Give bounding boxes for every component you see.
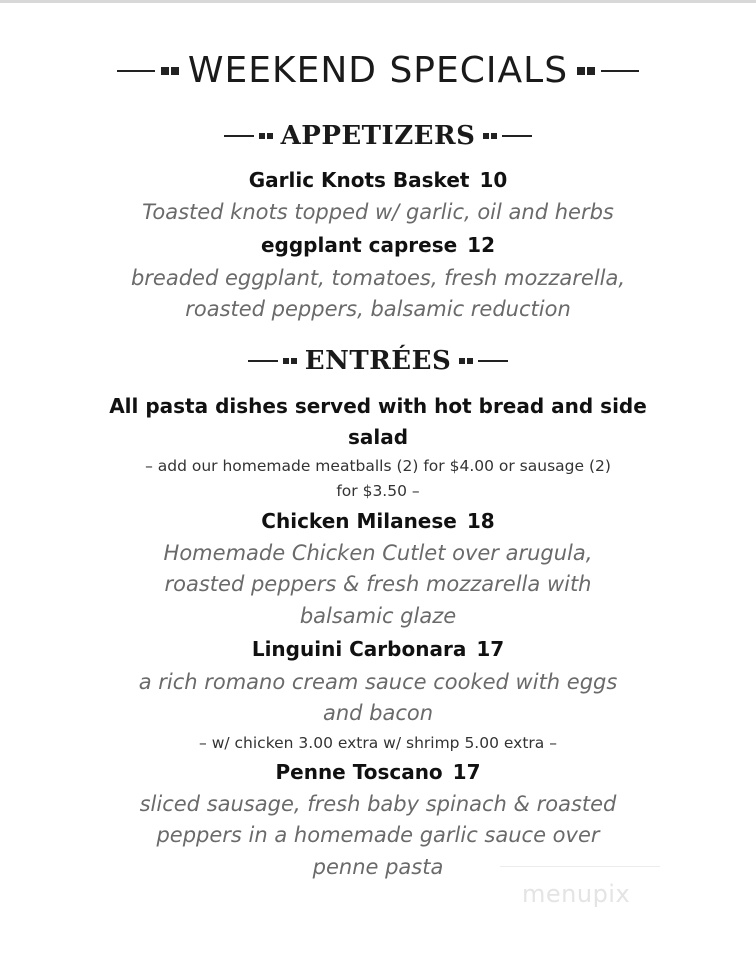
item-price: 10: [479, 168, 508, 192]
item-description: roasted peppers & fresh mozzarella with: [164, 572, 592, 596]
item-name: Chicken Milanese: [261, 509, 457, 533]
watermark-logo: menupix: [522, 880, 631, 908]
square-ornament-icon: [467, 358, 473, 364]
item-description: breaded eggplant, tomatoes, fresh mozzarella,: [130, 266, 626, 290]
item-price: 18: [466, 509, 495, 533]
item-name: Linguini Carbonara: [251, 637, 467, 661]
square-ornament-icon: [483, 133, 489, 139]
square-ornament-icon: [587, 67, 595, 75]
title-rule-left: [117, 70, 155, 72]
item-description: roasted peppers, balsamic reduction: [185, 297, 571, 321]
square-ornament-icon: [459, 358, 465, 364]
page-title-row: [0, 50, 756, 91]
square-ornament-icon: [259, 133, 265, 139]
section-rule-right: [502, 135, 532, 137]
item-description: penne pasta: [312, 855, 444, 879]
item-price: 12: [467, 233, 496, 257]
square-ornament-icon: [283, 358, 289, 364]
pasta-note: for $3.50 –: [336, 482, 420, 500]
item-description: Toasted knots topped w/ garlic, oil and herbs: [142, 200, 614, 224]
pasta-note: – add our homemade meatballs (2) for $4.00 or sausage (2): [145, 457, 611, 475]
item-description: sliced sausage, fresh baby spinach & roasted: [139, 792, 617, 816]
square-ornament-icon: [171, 67, 179, 75]
appetizers-heading: APPETIZERS: [280, 121, 476, 151]
menu-item-name: [0, 760, 756, 784]
square-ornament-icon: [577, 67, 585, 75]
square-ornament-icon: [161, 67, 169, 75]
section-rule-left: [248, 360, 278, 362]
item-description: Homemade Chicken Cutlet over arugula,: [163, 541, 593, 565]
item-description: a rich romano cream sauce cooked with eggs: [138, 670, 618, 694]
item-name: Garlic Knots Basket: [248, 168, 470, 192]
appetizers-heading-row: [0, 121, 756, 151]
item-description: peppers in a homemade garlic sauce over: [156, 823, 600, 847]
menu-item-name: [0, 637, 756, 661]
item-price: 17: [476, 637, 505, 661]
menu-item-name: [0, 168, 756, 192]
entrees-heading-row: [0, 346, 756, 376]
top-border: [0, 0, 756, 3]
square-ornament-icon: [267, 133, 273, 139]
square-ornament-icon: [491, 133, 497, 139]
page-title: WEEKEND SPECIALS: [187, 50, 569, 91]
entrees-heading: ENTRÉES: [304, 346, 452, 376]
item-note: – w/ chicken 3.00 extra w/ shrimp 5.00 extra –: [199, 734, 557, 752]
square-ornament-icon: [291, 358, 297, 364]
menu-item-name: [0, 233, 756, 257]
pasta-statement: salad: [347, 425, 409, 449]
title-rule-right: [601, 70, 639, 72]
item-price: 17: [452, 760, 481, 784]
item-description: balsamic glaze: [299, 604, 457, 628]
pasta-statement: All pasta dishes served with hot bread and side: [109, 394, 647, 418]
item-description: and bacon: [322, 701, 434, 725]
menu-item-name: [0, 509, 756, 533]
watermark-rule: [500, 866, 660, 867]
section-rule-right: [478, 360, 508, 362]
item-name: eggplant caprese: [260, 233, 458, 257]
item-name: Penne Toscano: [275, 760, 443, 784]
section-rule-left: [224, 135, 254, 137]
